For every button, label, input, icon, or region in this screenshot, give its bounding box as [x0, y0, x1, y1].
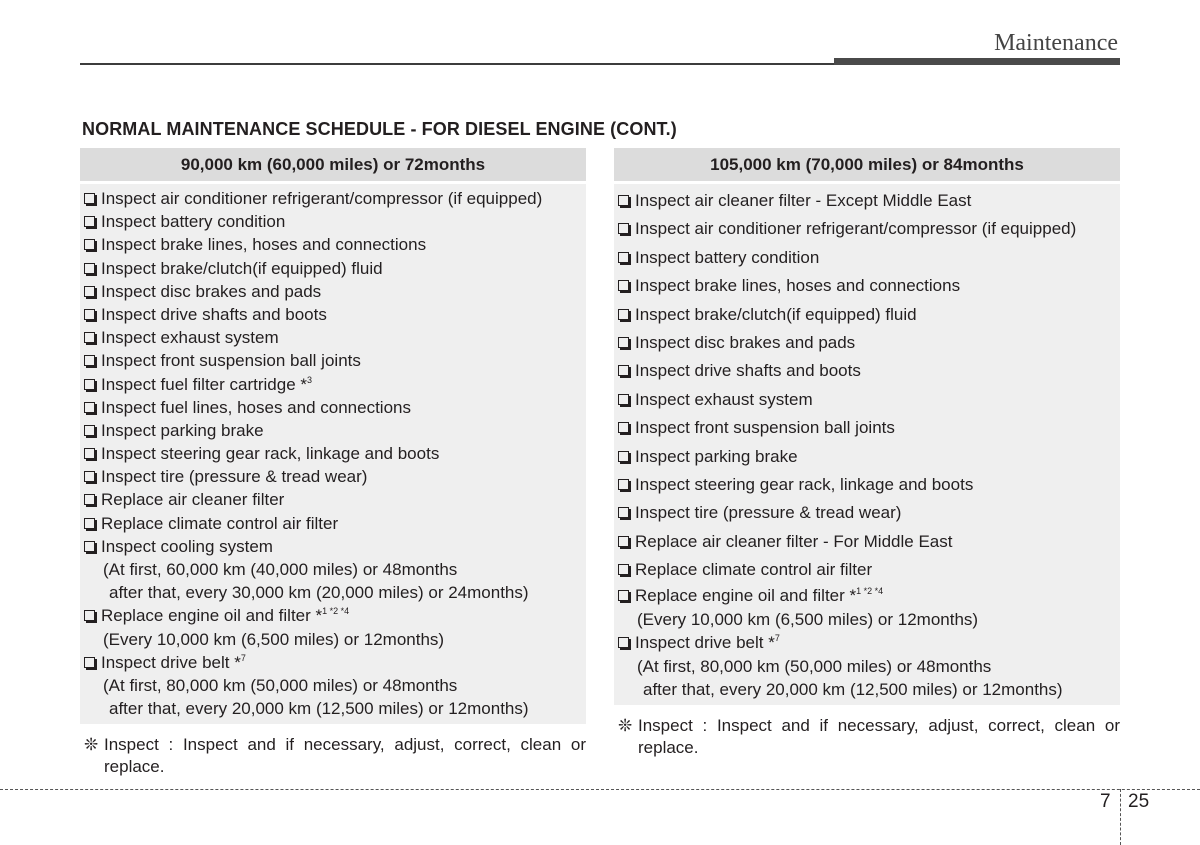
- checkbox-icon: [84, 494, 95, 505]
- checklist-item-text: Replace climate control air filter: [101, 513, 339, 533]
- section-heading: NORMAL MAINTENANCE SCHEDULE - FOR DIESEL ENGINE (CONT.): [82, 119, 677, 139]
- checklist-item-text: Inspect fuel filter cartridge *: [101, 374, 307, 394]
- checkbox-icon: [84, 309, 95, 320]
- checkbox-icon: [618, 564, 629, 575]
- left-checklist: [80, 184, 586, 724]
- right-note-text: Inspect : Inspect and if necessary, adjust, correct, clean or replace.: [638, 715, 1120, 757]
- checklist-item: [84, 604, 582, 627]
- checklist-item: [84, 280, 582, 303]
- checklist-item-detail: (Every 10,000 km (6,500 miles) or 12months): [637, 610, 979, 630]
- checklist-item-text: Inspect air cleaner filter - Except Middle East: [635, 191, 972, 210]
- checklist-item-detail: after that, every 30,000 km (20,000 miles) or 24months): [109, 583, 529, 603]
- checkbox-icon: [618, 223, 629, 234]
- checklist-item: [618, 187, 1116, 215]
- footer-dashed-divider: [1120, 789, 1121, 845]
- checklist-item-detail: (At first, 80,000 km (50,000 miles) or 48months: [637, 656, 992, 676]
- right-column-heading: 105,000 km (70,000 miles) or 84months: [614, 148, 1120, 181]
- checklist-item-text: Inspect air conditioner refrigerant/compressor (if equipped): [101, 189, 543, 208]
- checklist-item-text: Inspect front suspension ball joints: [101, 351, 361, 371]
- checkbox-icon: [618, 394, 629, 405]
- checklist-item-text: Inspect cooling system: [101, 536, 273, 556]
- checkbox-icon: [84, 239, 95, 250]
- checkbox-icon: [84, 541, 95, 552]
- checkbox-icon: [84, 332, 95, 343]
- checkbox-icon: [84, 263, 95, 274]
- checklist-item: [84, 396, 582, 419]
- checklist-item: [618, 357, 1116, 385]
- checklist-item-text: Inspect drive belt *: [635, 633, 775, 653]
- checklist-item-text: Inspect brake lines, hoses and connections: [101, 235, 427, 255]
- checkbox-icon: [84, 193, 95, 204]
- checkbox-icon: [84, 471, 95, 482]
- checklist-item-text: Inspect drive shafts and boots: [635, 361, 861, 381]
- checklist-item: [84, 488, 582, 511]
- checkbox-icon: [618, 337, 629, 348]
- checklist-item: [84, 257, 582, 280]
- right-checklist: [614, 184, 1120, 705]
- checklist-item: [618, 443, 1116, 471]
- checklist-item-text: Replace climate control air filter: [635, 560, 873, 580]
- checkbox-icon: [84, 610, 95, 621]
- checkbox-icon: [618, 479, 629, 490]
- checklist-item-detail: (At first, 80,000 km (50,000 miles) or 48months: [103, 675, 458, 695]
- checkbox-icon: [618, 252, 629, 263]
- checklist-item-text: Inspect brake/clutch(if equipped) fluid: [101, 258, 383, 278]
- checklist-item-detail: (Every 10,000 km (6,500 miles) or 12months): [103, 629, 445, 649]
- checklist-item-text: Inspect exhaust system: [635, 389, 813, 409]
- checklist-item: [618, 556, 1116, 584]
- checklist-item-text: Replace air cleaner filter - For Middle East: [635, 531, 953, 551]
- checklist-item-text: Inspect brake lines, hoses and connections: [635, 276, 961, 296]
- checklist-item: [84, 419, 582, 442]
- header-rule-thick: [834, 58, 1120, 65]
- checklist-item-text: Inspect drive shafts and boots: [101, 304, 327, 324]
- left-column: [80, 148, 586, 778]
- checklist-item: [84, 326, 582, 349]
- checklist-item: [618, 272, 1116, 300]
- checklist-item-text: Inspect drive belt *: [101, 652, 241, 672]
- footnote-ref: 1 *2 *4: [322, 606, 350, 617]
- checklist-item-text: Replace air cleaner filter: [101, 490, 285, 510]
- checklist-item: [84, 210, 582, 233]
- left-column-heading: 90,000 km (60,000 miles) or 72months: [80, 148, 586, 181]
- checklist-item-text: Inspect parking brake: [635, 446, 798, 466]
- checklist-item: [84, 651, 582, 674]
- checklist-item-text: Inspect disc brakes and pads: [101, 281, 322, 301]
- checkbox-icon: [84, 518, 95, 529]
- footer-dashed-rule: [0, 789, 1200, 790]
- note-mark-icon: ❊: [618, 715, 633, 735]
- checklist-item-text: Inspect tire (pressure & tread wear): [635, 503, 902, 523]
- checklist-item-detail: (At first, 60,000 km (40,000 miles) or 48months: [103, 560, 458, 579]
- checklist-item: [84, 349, 582, 372]
- checkbox-icon: [618, 637, 629, 648]
- checklist-item-text: Inspect tire (pressure & tread wear): [101, 467, 368, 487]
- left-note: [80, 734, 586, 778]
- checklist-item-text: Inspect steering gear rack, linkage and boots: [101, 444, 440, 464]
- checkbox-icon: [84, 286, 95, 297]
- checkbox-icon: [618, 536, 629, 547]
- checklist-item: [84, 373, 582, 396]
- checklist-item: [618, 584, 1116, 608]
- footnote-ref: 7: [240, 652, 246, 663]
- checkbox-icon: [84, 657, 95, 668]
- checklist-item: [84, 535, 582, 558]
- checklist-item-text: Inspect disc brakes and pads: [635, 332, 856, 352]
- checklist-item: [84, 512, 582, 535]
- header-title: Maintenance: [994, 30, 1118, 56]
- checklist-item-text: Replace engine oil and filter *: [635, 586, 857, 606]
- checklist-item: [618, 471, 1116, 499]
- checklist-item: [84, 187, 582, 210]
- checklist-item: [618, 499, 1116, 527]
- checklist-item: [84, 303, 582, 326]
- checklist-item-text: Inspect parking brake: [101, 420, 264, 440]
- note-mark-icon: ❊: [84, 735, 99, 755]
- checklist-item: [84, 233, 582, 256]
- checkbox-icon: [84, 402, 95, 413]
- checklist-item: [84, 465, 582, 488]
- checkbox-icon: [618, 309, 629, 320]
- checkbox-icon: [618, 422, 629, 433]
- checklist-item-text: Inspect air conditioner refrigerant/compressor (if equipped): [635, 219, 1077, 239]
- checklist-item: [84, 442, 582, 465]
- header-rule-thin: [80, 63, 840, 65]
- checklist-item: [618, 631, 1116, 655]
- checklist-item-text: Inspect front suspension ball joints: [635, 418, 895, 438]
- page-number: 25: [1128, 791, 1150, 812]
- checklist-item-text: Inspect steering gear rack, linkage and boots: [635, 474, 974, 494]
- checklist-item-text: Replace engine oil and filter *: [101, 606, 323, 626]
- checkbox-icon: [84, 355, 95, 366]
- checkbox-icon: [84, 425, 95, 436]
- checklist-item-text: Inspect brake/clutch(if equipped) fluid: [635, 304, 917, 324]
- checklist-item-text: Inspect battery condition: [635, 247, 820, 267]
- checkbox-icon: [618, 590, 629, 601]
- checklist-item: [618, 301, 1116, 329]
- page-chapter: 7: [1100, 791, 1111, 812]
- checkbox-icon: [618, 507, 629, 518]
- checklist-item-text: Inspect battery condition: [101, 212, 286, 232]
- checkbox-icon: [618, 195, 629, 206]
- checklist-item: [618, 414, 1116, 442]
- checkbox-icon: [84, 216, 95, 227]
- checkbox-icon: [84, 448, 95, 459]
- footnote-ref: 7: [774, 633, 780, 644]
- checklist-item: [618, 386, 1116, 414]
- checkbox-icon: [84, 379, 95, 390]
- checklist-item-detail: after that, every 20,000 km (12,500 miles) or 12months): [109, 699, 529, 719]
- footnote-ref: 1 *2 *4: [856, 586, 884, 597]
- checkbox-icon: [618, 280, 629, 291]
- checkbox-icon: [618, 365, 629, 376]
- checkbox-icon: [618, 451, 629, 462]
- checklist-item: [618, 215, 1116, 243]
- checklist-item-text: Inspect fuel lines, hoses and connections: [101, 397, 411, 417]
- right-column: [614, 148, 1120, 759]
- checklist-item: [618, 329, 1116, 357]
- checklist-item: [618, 244, 1116, 272]
- right-note: [614, 715, 1120, 759]
- checklist-item-detail: after that, every 20,000 km (12,500 miles) or 12months): [643, 679, 1063, 699]
- checklist-item: [618, 528, 1116, 556]
- left-note-text: Inspect : Inspect and if necessary, adjust, correct, clean or replace.: [104, 735, 586, 777]
- footnote-ref: 3: [306, 374, 312, 385]
- checklist-item-text: Inspect exhaust system: [101, 328, 279, 348]
